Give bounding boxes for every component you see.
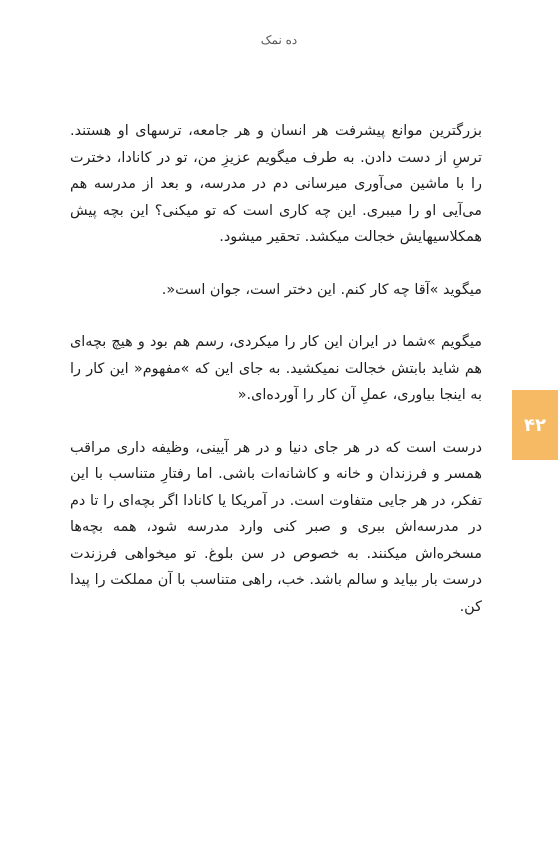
page-body [70,118,482,646]
page-number-tab [512,390,558,460]
running-header: ده نمک [260,33,298,47]
paragraph: بزرگترین موانع پیشرفت هر انسان و هر جامعه، ترسهای او هستند. ترسِ از دست دادن. به طرف میگویم عزیزِ من، تو در کانادا، دخترت را با ماشین می‌آوری میرسانی دم در مدرسه، و بعد از مدرسه هم می‌آیی او را میبری. این چه کاری است که تو میکنی؟ این بچه پیش همکلاسیهایش خجالت میکشد. تحقیر میشود. [70,123,482,245]
paragraph: میگویم »شما در ایران این کار را میکردی، رسم هم بود و هیچ بچه‌ای هم شاید بابتش خجالت نمیکشید. به جای این که »مفهوم« این کار را به اینجا بیاوری، عملِ آن کار را آورده‌ای.« [70,334,482,403]
page-number: ۴۲ [524,414,546,436]
paragraph: میگوید »آقا چه کار کنم. این دختر است، جوان است«. [161,281,482,298]
paragraph: درست است که در هر جای دنیا و در هر آیینی، وظیفه داری مراقب همسر و فرزندان و خانه و کاشانه‌ات باشی. اما رفتارِ متناسب با این تفکر، در هر جایی متفاوت است. در آمریکا یا کانادا اگر بچه‌ای را تا دم در مدرسه‌اش ببری و صبر کنی وارد مدرسه شود، همه بچه‌ها مسخره‌اش میکنند. به خصوص در سن بلوغ. تو میخواهی فرزندت درست بار بیاید و سالم باشد. خب، راهی متناسب با آن مملکت را پیدا کن. [70,439,482,615]
